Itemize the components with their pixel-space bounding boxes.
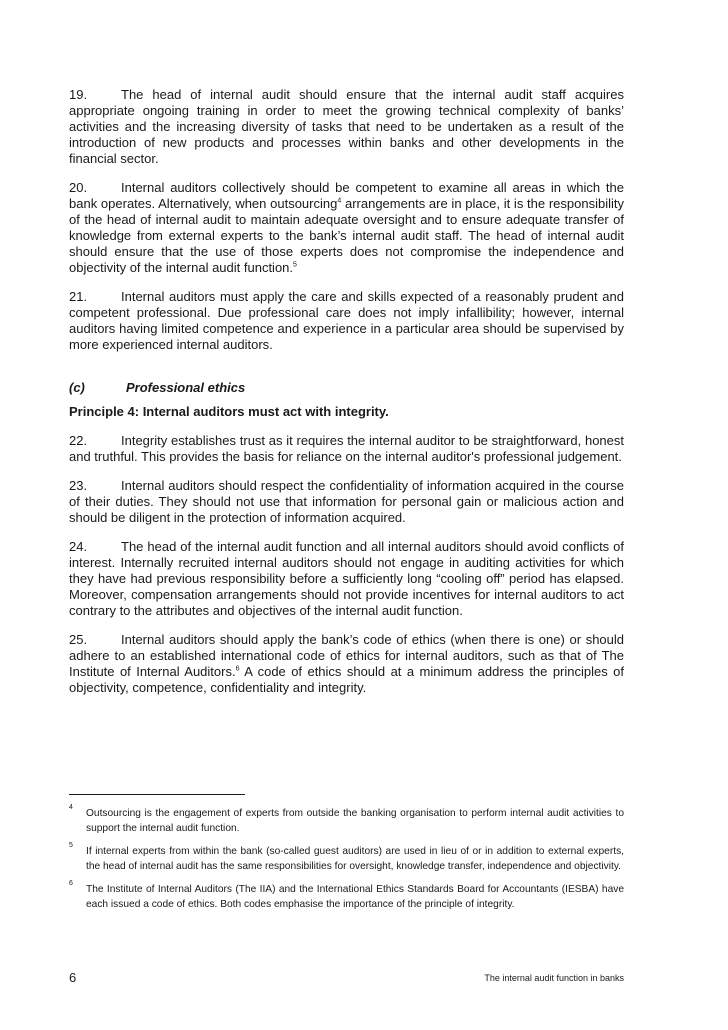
paragraph-number: 20. [69, 180, 88, 195]
paragraph-text: Internal auditors should respect the confidentiality of information acquired in the course of their duties. They should not use that information for personal gain or malicious action and should be diligent in the protection of information acquired. [69, 478, 624, 525]
paragraph-24 [69, 539, 624, 619]
section-title: Professional ethics [126, 380, 246, 395]
footnote-mark: 4 [69, 804, 73, 811]
paragraph-text: The head of internal audit should ensure that the internal audit staff acquires appropriate ongoing training in order to meet the growing technical complexity of banks’ activities and the increasing diversity of tasks that need to be undertaken as a result of the introduction of new products and processes within banks and other developments in the financial sector. [69, 87, 624, 166]
page-footer [69, 970, 624, 990]
body-text [69, 87, 624, 709]
section-heading [69, 380, 624, 396]
paragraph-22 [69, 433, 624, 465]
footnote-text: If internal experts from within the bank (so-called guest auditors) are used in lieu of or in addition to external experts, the head of internal audit has the same responsibilities for oversight, knowledge transfer, independence and objectivity. [86, 846, 624, 872]
footnote-5 [69, 844, 624, 874]
paragraph-text: Integrity establishes trust as it requires the internal auditor to be straightforward, honest and truthful. This provides the basis for reliance on the internal auditor's professional judgement. [69, 433, 624, 464]
footnote-mark: 5 [69, 842, 73, 849]
paragraph-text: Internal auditors must apply the care and skills expected of a reasonably prudent and competent professional. Due professional care does not imply infallibility; however, internal auditors having limited competence and experience in a particular area should be supervised by more experienced internal auditors. [69, 289, 624, 352]
footnote-ref-6[interactable]: 6 [235, 665, 240, 673]
running-title: The internal audit function in banks [484, 973, 624, 983]
paragraph-text: The head of the internal audit function and all internal auditors should avoid conflicts of interest. Internally recruited internal auditors should not engage in auditing activities for which they have had previous responsibility before a sufficiently long “cooling off” period has elapsed. Moreover, compensation arrangements should not provide incentives for internal auditors to act contrary to the attributes and objectives of the internal audit function. [69, 539, 624, 618]
paragraph-text: A code of ethics should at a minimum address the principles of objectivity, competence, confidentiality and integrity. [69, 664, 624, 695]
section-number: (c) [69, 380, 85, 395]
paragraph-number: 23. [69, 478, 88, 493]
footnote-4 [69, 806, 624, 836]
paragraph-20 [69, 180, 624, 276]
paragraph-21 [69, 289, 624, 353]
paragraph-19 [69, 87, 624, 167]
footnote-ref-5[interactable]: 5 [293, 261, 297, 269]
footnote-ref-4[interactable]: 4 [337, 197, 342, 205]
footnote-mark: 6 [69, 880, 73, 887]
footnote-text: Outsourcing is the engagement of experts from outside the banking organisation to perform internal audit activities to support the internal audit function. [86, 808, 624, 834]
paragraph-text: arrangements are in place, it is the responsibility of the head of internal audit to maintain adequate oversight and to ensure adequate transfer of knowledge from external experts to the bank’s internal audit staff. The head of internal audit should ensure that the use of those experts does not compromise the independence and objectivity of the internal audit function. [69, 196, 624, 275]
paragraph-number: 24. [69, 539, 88, 554]
paragraph-text: Internal auditors should apply the bank’s code of ethics (when there is one) or should adhere to an established international code of ethics for internal auditors, such as that of The Institute of Internal Auditors. [69, 632, 624, 679]
paragraph-text: Internal auditors collectively should be competent to examine all areas in which the bank operates. Alternatively, when outsourcing [69, 180, 624, 211]
paragraph-number: 25. [69, 632, 88, 647]
page-number: 6 [69, 970, 77, 985]
footnote-separator [69, 794, 245, 795]
footnote-6 [69, 882, 624, 912]
paragraph-number: 22. [69, 433, 88, 448]
footnote-text: The Institute of Internal Auditors (The IIA) and the International Ethics Standards Board for Accountants (IESBA) have each issued a code of ethics. Both codes emphasise the importance of the principle of integrity. [86, 884, 624, 910]
paragraph-23 [69, 478, 624, 526]
footnotes [69, 806, 624, 920]
paragraph-number: 19. [69, 87, 88, 102]
paragraph-25 [69, 632, 624, 696]
paragraph-number: 21. [69, 289, 88, 304]
principle-statement: Principle 4: Internal auditors must act with integrity. [69, 404, 389, 419]
